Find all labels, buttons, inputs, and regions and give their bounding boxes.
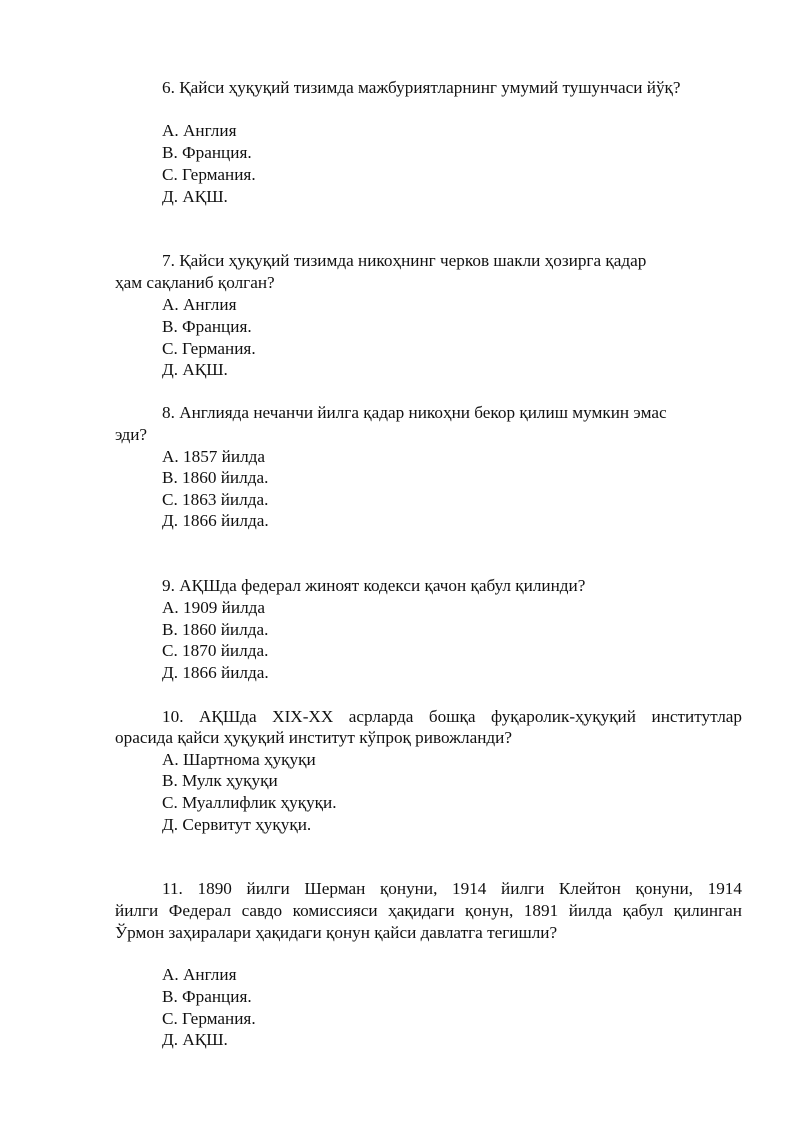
option-b: В. 1860 йилда.: [162, 620, 269, 639]
option-a: А. Англия: [162, 965, 237, 984]
question-text-line-3: Ўрмон заҳиралари ҳақидаги қонун қайси давлатга тегишли?: [115, 923, 558, 942]
option-c: С. Муаллифлик ҳуқуқи.: [162, 793, 337, 812]
option-c: С. Германия.: [162, 339, 256, 358]
option-d: Д. 1866 йилда.: [162, 663, 269, 682]
option-d: Д. Сервитут ҳуқуқи.: [162, 815, 312, 834]
option-d: Д. АҚШ.: [162, 360, 228, 379]
option-a: А. Англия: [162, 121, 237, 140]
question-text-line-1: 10. АҚШда XIX-XX асрларда бошқа фуқаролик-ҳуқуқий институтлар: [162, 707, 742, 726]
option-a: А. Англия: [162, 295, 237, 314]
question-text-line-2: ҳам сақланиб қолган?: [115, 273, 275, 292]
question-text-line-2: орасида қайси ҳуқуқий институт кўпроқ ривожланди?: [115, 728, 512, 747]
option-c: С. Германия.: [162, 165, 256, 184]
question-text-line-2: эди?: [115, 425, 148, 444]
option-c: С. 1863 йилда.: [162, 490, 269, 509]
question-text-line-1: 7. Қайси ҳуқуқий тизимда никоҳнинг черков шакли ҳозирга қадар: [162, 251, 647, 270]
question-text: 6. Қайси ҳуқуқий тизимда мажбуриятларнинг умумий тушунчаси йўқ?: [162, 78, 681, 97]
question-text-line-1: 11. 1890 йилги Шерман қонуни, 1914 йилги Клейтон қонуни, 1914: [162, 879, 742, 898]
option-b: В. 1860 йилда.: [162, 468, 269, 487]
option-c: С. Германия.: [162, 1009, 256, 1028]
option-a: А. 1857 йилда: [162, 447, 266, 466]
option-a: А. Шартнома ҳуқуқи: [162, 750, 316, 769]
question-text-line-2: йилги Федерал савдо комиссияси ҳақидаги қонун, 1891 йилда қабул қилинган: [115, 901, 742, 920]
question-text: 9. АҚШда федерал жиноят кодекси қачон қабул қилинди?: [162, 576, 586, 595]
option-b: В. Франция.: [162, 143, 252, 162]
option-b: В. Мулк ҳуқуқи: [162, 771, 278, 790]
option-c: С. 1870 йилда.: [162, 641, 269, 660]
question-text-line-1: 8. Англияда нечанчи йилга қадар никоҳни бекор қилиш мумкин эмас: [162, 403, 667, 422]
option-d: Д. АҚШ.: [162, 1030, 228, 1049]
option-a: А. 1909 йилда: [162, 598, 266, 617]
option-b: В. Франция.: [162, 987, 252, 1006]
option-d: Д. 1866 йилда.: [162, 511, 269, 530]
option-b: В. Франция.: [162, 317, 252, 336]
option-d: Д. АҚШ.: [162, 187, 228, 206]
